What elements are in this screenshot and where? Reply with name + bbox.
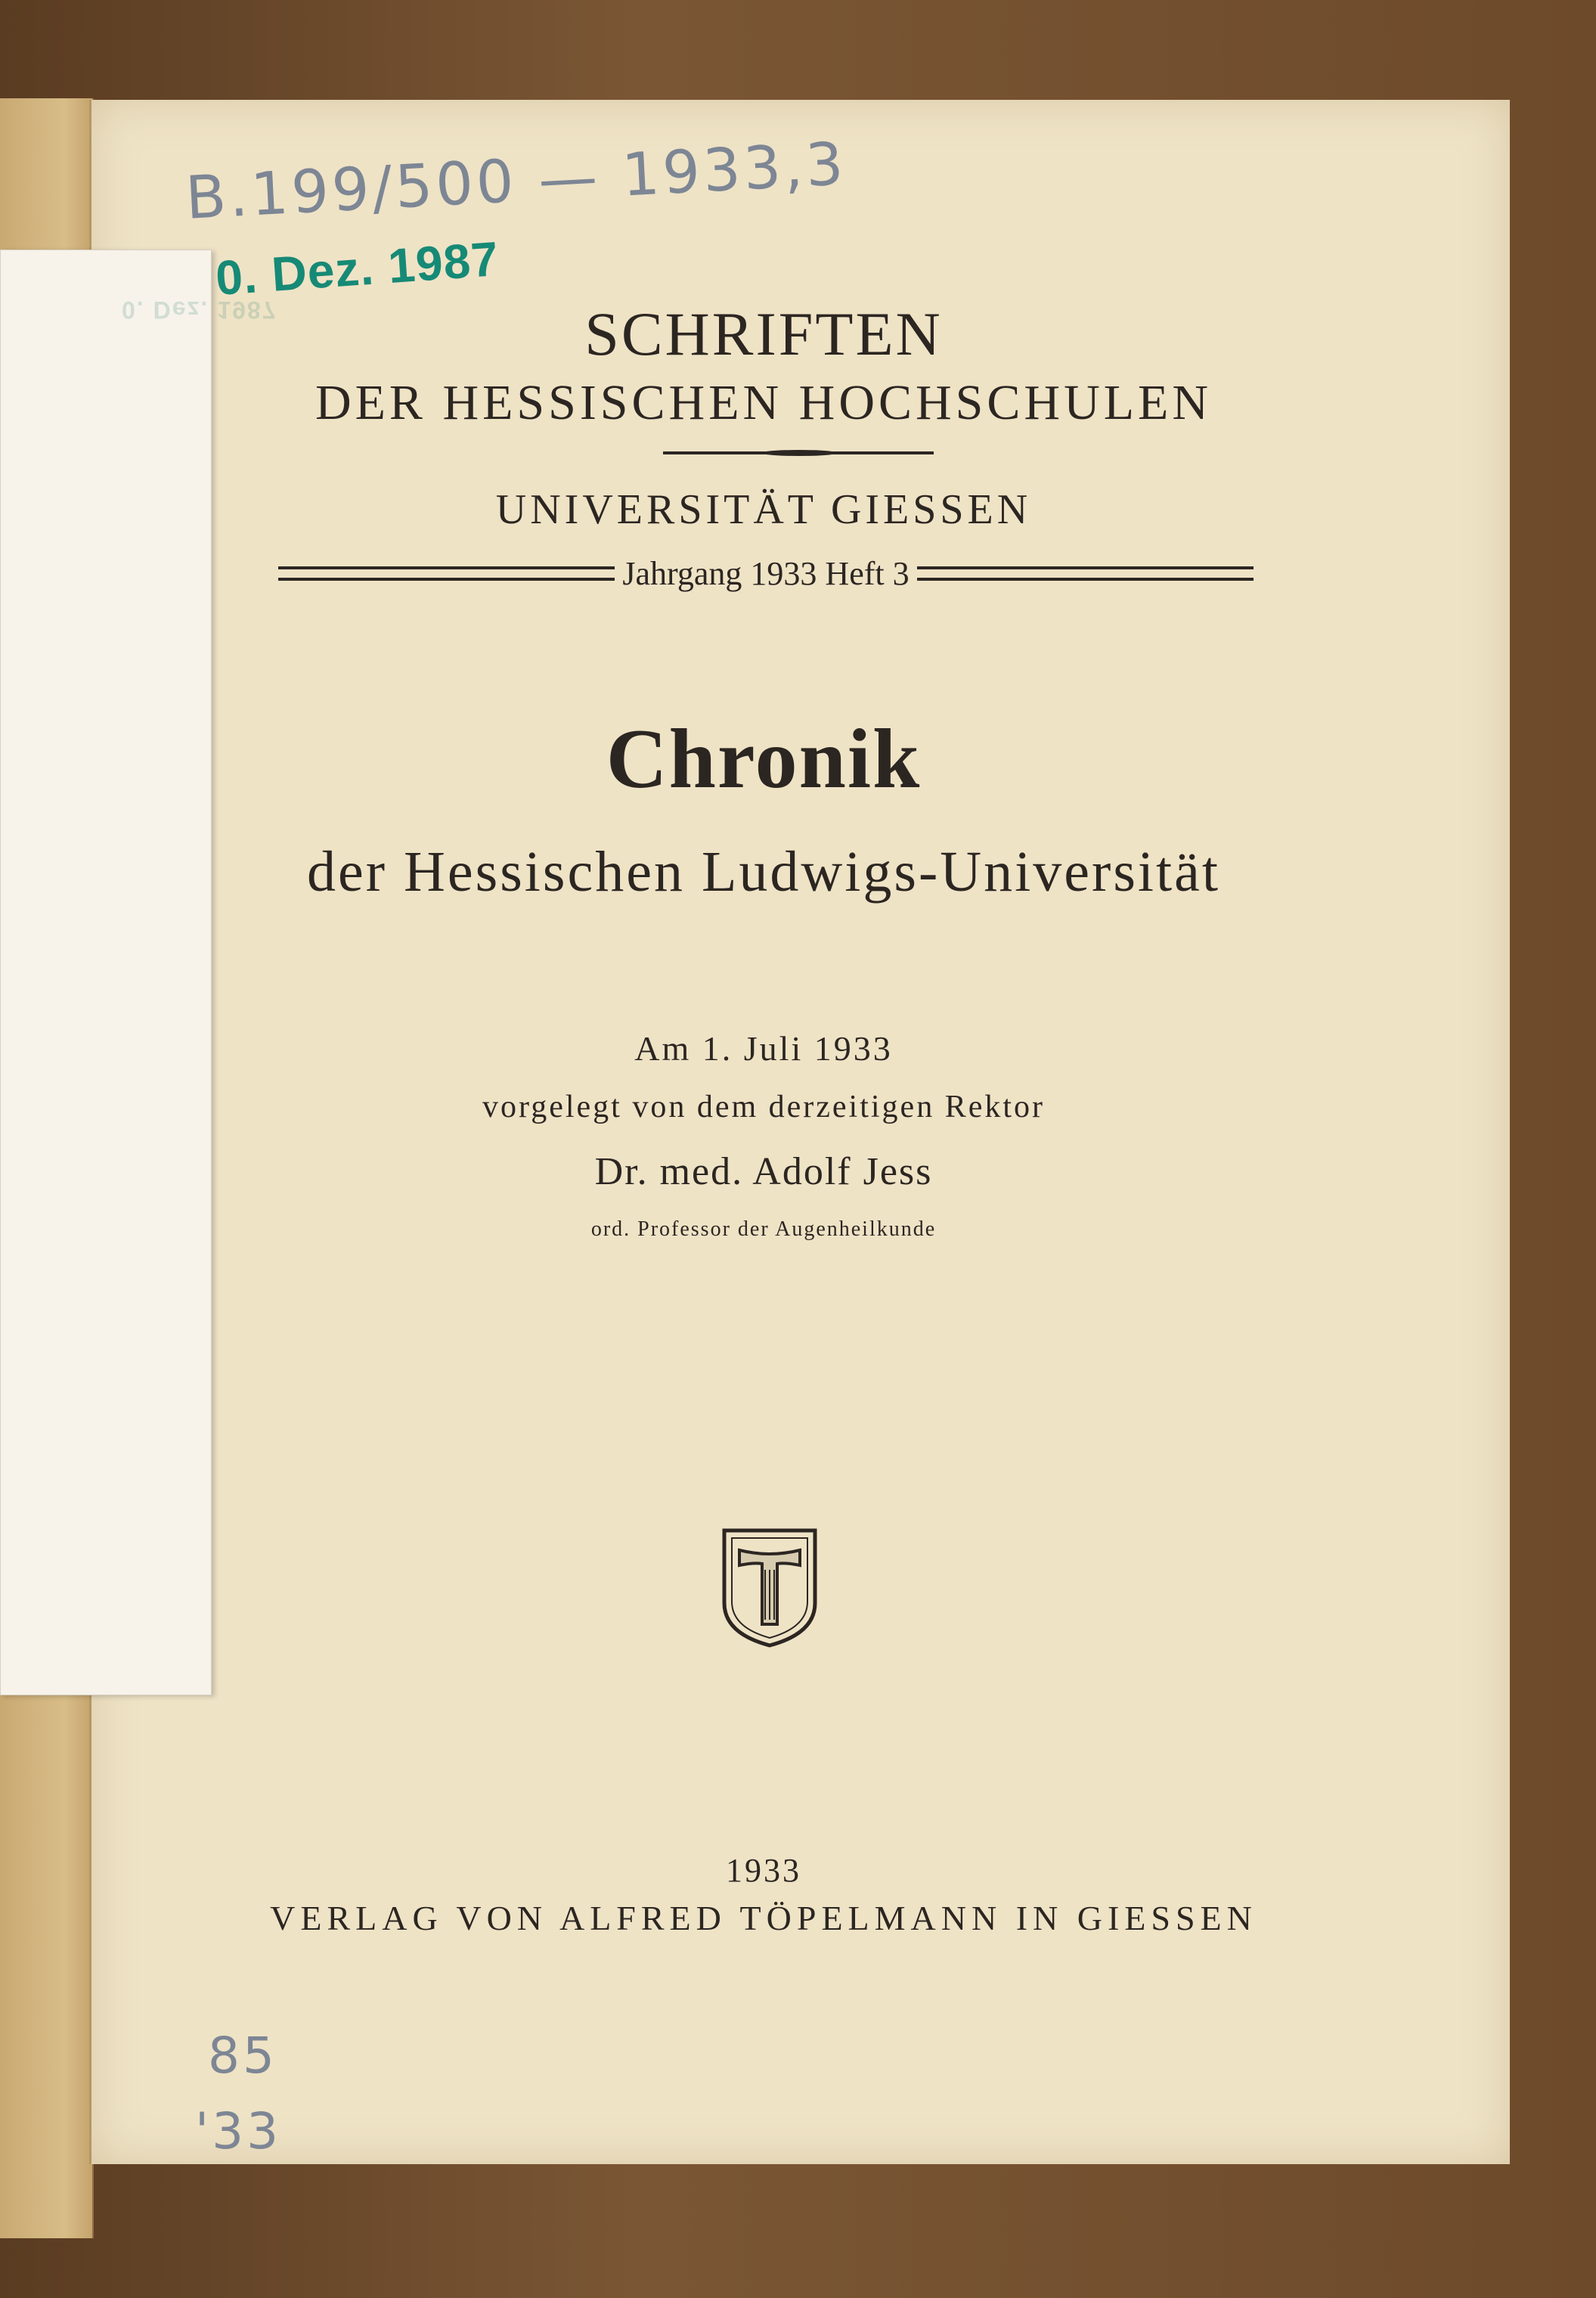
series-subtitle: DER HESSISCHEN HOCHSCHULEN [315, 375, 1213, 430]
call-number: B.199/500 — 1933,3 [184, 130, 848, 233]
main-subtitle: der Hessischen Ludwigs-Universität [307, 840, 1220, 904]
publisher-line: VERLAG VON ALFRED TÖPELMANN IN GIESSEN [270, 1899, 1257, 1937]
main-title: Chronik [606, 712, 922, 806]
double-rule-right [917, 566, 1254, 581]
ornamental-rule [663, 451, 934, 454]
series-title: SCHRIFTEN [584, 299, 943, 368]
date-stamp: 0. Dez. 1987 [213, 231, 500, 305]
university-name: UNIVERSITÄT GIESSEN [495, 486, 1032, 533]
shelf-mark-line-2: '33 [195, 2102, 282, 2160]
slip-ghost-stamp: 0. Dez. 1987 [122, 296, 277, 324]
issue-label: Jahrgang 1933 Heft 3 [622, 554, 910, 592]
rector-name: Dr. med. Adolf Jess [594, 1150, 933, 1193]
publication-year: 1933 [726, 1852, 801, 1889]
date-line: Am 1. Juli 1933 [634, 1029, 893, 1068]
issue-line [278, 554, 1254, 592]
rector-role: ord. Professor der Augenheilkunde [590, 1217, 937, 1241]
presented-by: vorgelegt von dem derzeitigen Rektor [482, 1090, 1046, 1124]
library-slip [0, 250, 277, 1695]
shelf-mark-line-1: 85 [208, 2027, 277, 2085]
double-rule-left [278, 566, 615, 581]
t-shield-emblem-icon [720, 1527, 820, 1648]
